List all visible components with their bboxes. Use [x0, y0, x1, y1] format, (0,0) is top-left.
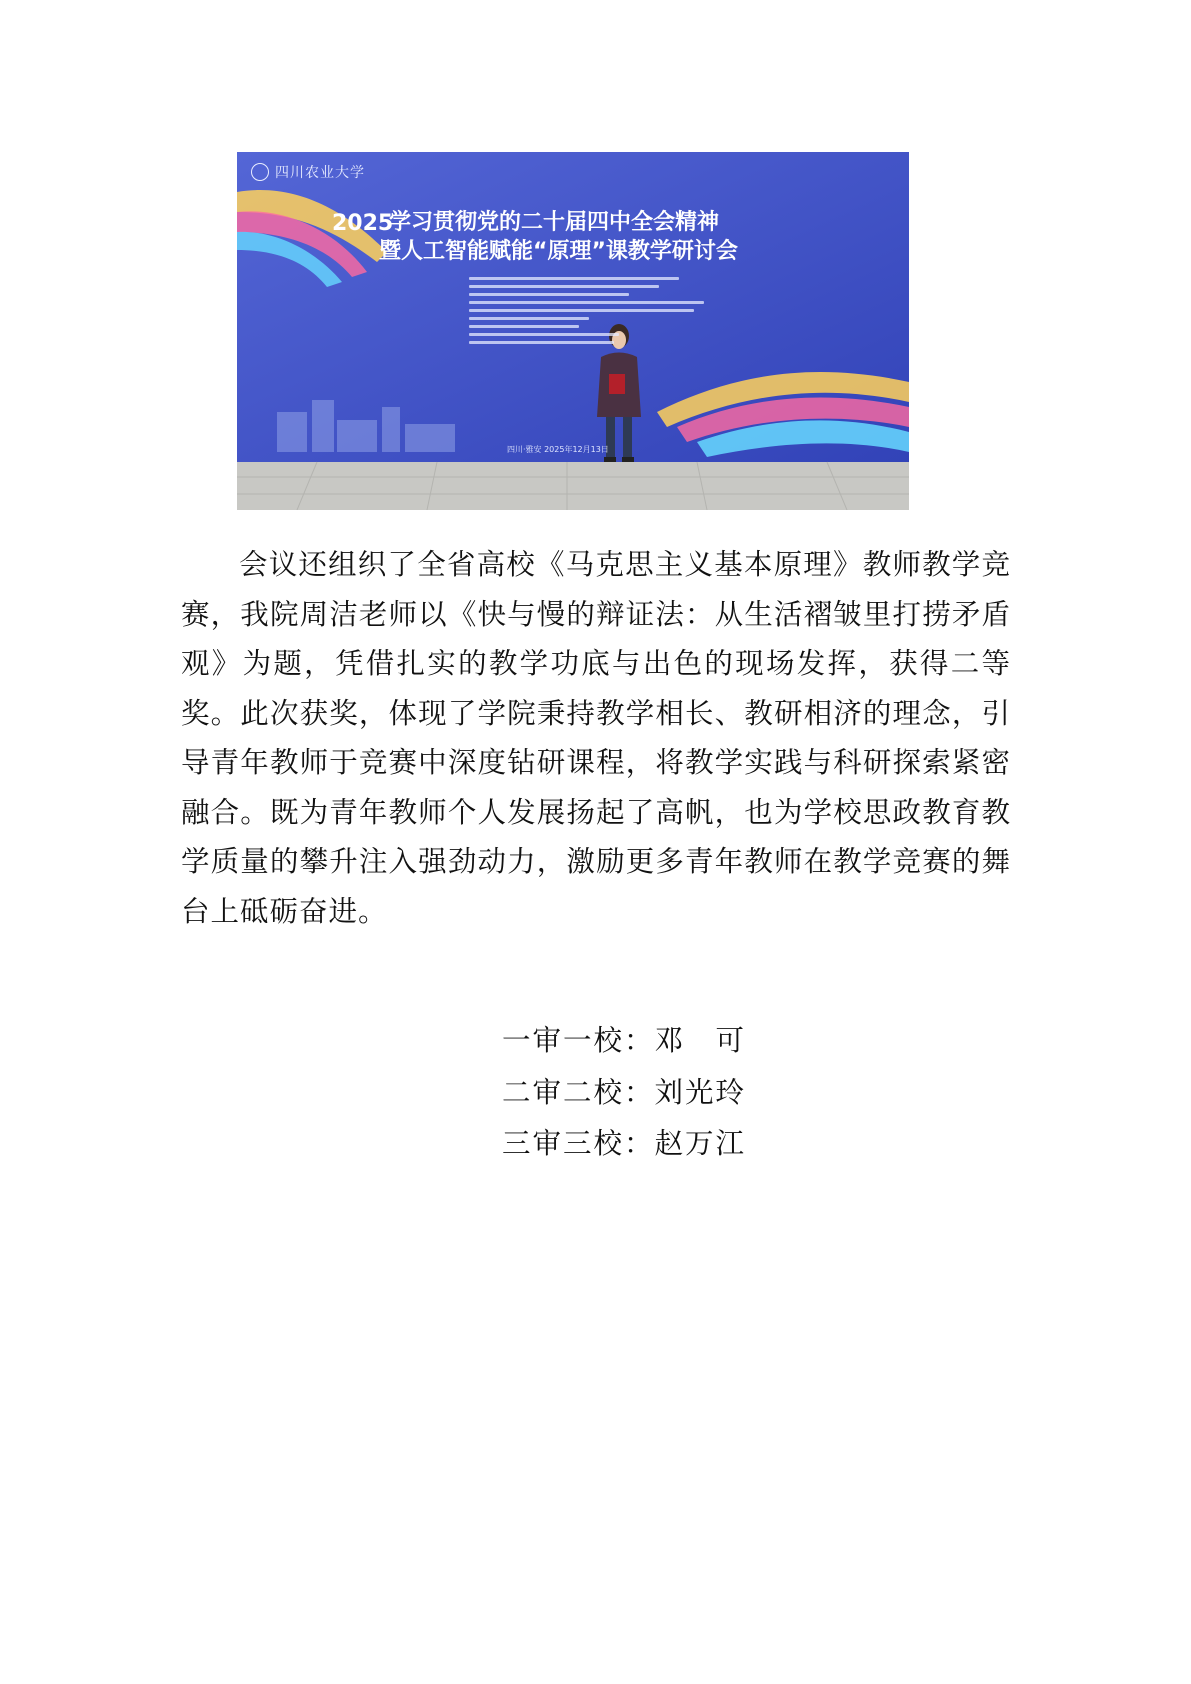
credit-label: 二审二校：	[502, 1075, 655, 1109]
article-paragraph: 会议还组织了全省高校《马克思主义基本原理》教师教学竞赛，我院周洁老师以《快与慢的辩证法：从生活褶皱里打捞矛盾观》为题，凭借扎实的教学功底与出色的现场发挥，获得二等奖。此次获奖，体现了学院秉持教学相长、教研相济的理念，引导青年教师于竞赛中深度钻研课程，将教学实践与科研探索紧密融合。既为青年教师个人发展扬起了高帆，也为学校思政教育教学质量的攀升注入强劲动力，激励更多青年教师在教学竞赛的舞台上砥砺奋进。	[181, 548, 1011, 928]
backdrop-date: 四川·雅安 2025年12月13日	[507, 445, 609, 454]
credit-line-2	[502, 1067, 746, 1119]
credit-label: 一审一校：	[502, 1024, 655, 1057]
university-seal-icon	[251, 163, 269, 181]
credit-name: 刘光玲	[654, 1075, 747, 1109]
credit-line-1	[502, 1015, 746, 1067]
credit-line-3	[502, 1118, 746, 1170]
review-credits	[502, 1015, 746, 1170]
backdrop-title-line1: 学习贯彻党的二十届四中全会精神	[389, 210, 720, 235]
floor	[237, 462, 909, 510]
university-logo	[251, 161, 365, 183]
backdrop-organizer-lines	[469, 277, 709, 349]
credit-label: 三审三校：	[502, 1127, 655, 1160]
backdrop-title	[347, 208, 817, 266]
university-logo-text: 四川农业大学	[275, 165, 365, 181]
event-photo	[237, 152, 909, 510]
backdrop-title-line2: 暨人工智能赋能“原理”课教学研讨会	[379, 239, 738, 264]
credit-name: 邓 可	[654, 1024, 747, 1057]
backdrop-year: 2025	[332, 211, 394, 236]
credit-name: 赵万江	[654, 1127, 747, 1160]
